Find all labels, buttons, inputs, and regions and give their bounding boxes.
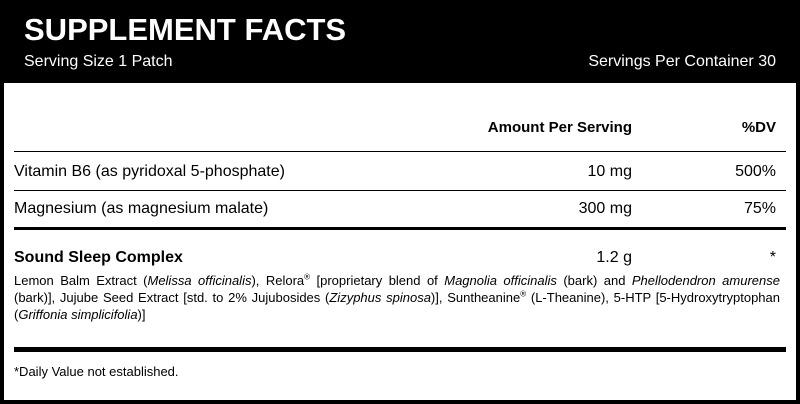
- amount-column-header: Amount Per Serving: [487, 119, 632, 136]
- servings-per-container: Servings Per Container 30: [588, 53, 776, 70]
- nutrient-name: Vitamin B6 (as pyridoxal 5-phosphate): [14, 163, 285, 180]
- nutrient-dv: 75%: [743, 200, 776, 217]
- frame-bottom-border: [0, 400, 800, 404]
- blend-dv: *: [769, 249, 776, 266]
- divider: [14, 227, 786, 230]
- serving-size: Serving Size 1 Patch: [24, 53, 173, 70]
- blend-amount: 1.2 g: [596, 249, 632, 266]
- nutrient-dv: 500%: [735, 163, 776, 180]
- dv-column-header: %DV: [741, 119, 776, 136]
- nutrient-name: Magnesium (as magnesium malate): [14, 200, 269, 217]
- divider: [14, 190, 786, 191]
- nutrient-amount: 10 mg: [587, 163, 632, 180]
- divider: [14, 151, 786, 152]
- frame-left-border: [0, 83, 4, 404]
- nutrient-amount: 300 mg: [578, 200, 632, 217]
- blend-ingredients: Lemon Balm Extract (Melissa officinalis), Relora® [proprietary blend of Magnolia officinalis (bark) and Phellodendron amurense (bark)], Jujube Seed Extract [std. to 2% Jujubosides (Zizyphus spinosa)], Suntheanine® (L-Theanine), 5-HTP [5-Hydroxytryptophan (Griffonia simplicifolia)]: [14, 272, 780, 322]
- blend-name: Sound Sleep Complex: [14, 249, 183, 266]
- panel-title: SUPPLEMENT FACTS: [24, 12, 347, 47]
- divider: [14, 347, 786, 352]
- footnote: *Daily Value not established.: [14, 364, 179, 379]
- facts-header: [0, 0, 800, 83]
- frame-right-border: [796, 83, 800, 404]
